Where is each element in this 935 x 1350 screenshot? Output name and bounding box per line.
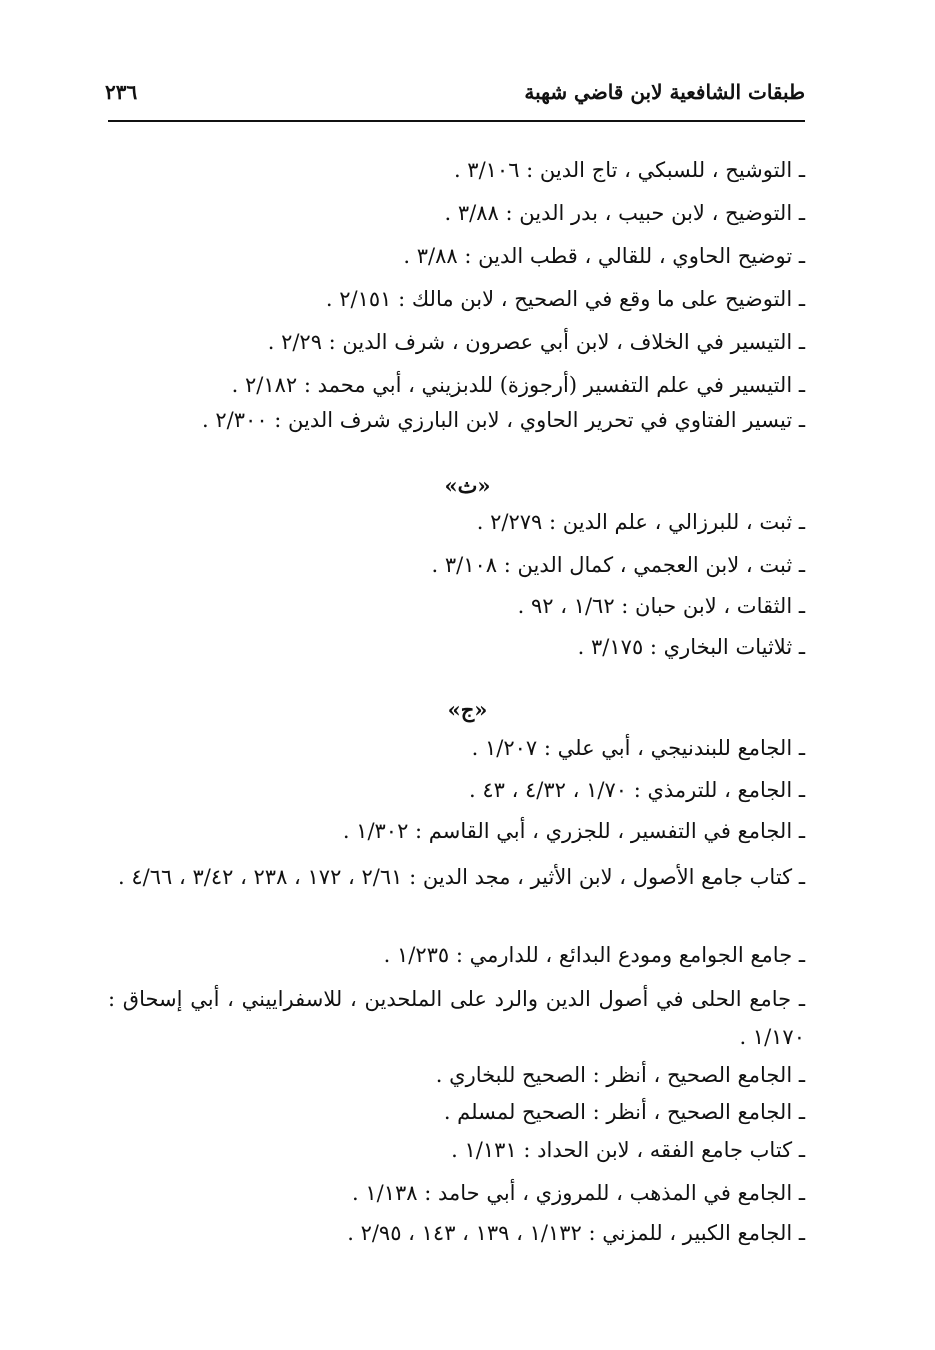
index-entry: ـ كتاب جامع الأصول ، لابن الأثير ، مجد الدين : ٢/٦١ ، ١٧٢ ، ٢٣٨ ، ٣/٤٢ ، ٤/٦٦ . xyxy=(118,865,805,889)
index-entry: ـ التوضيح على ما وقع في الصحيح ، لابن مالك : ٢/١٥١ . xyxy=(325,287,805,311)
section-heading-jim: «ج» xyxy=(447,697,488,722)
index-entry: ـ التوضيح ، لابن حبيب ، بدر الدين : ٣/٨٨ . xyxy=(444,201,805,225)
index-entry: ـ جامع الحلى في أصول الدين والرد على الملحدين ، للاسفراييني ، أبي إسحاق : ١/١٧٠ . xyxy=(108,987,805,1049)
running-title: طبقات الشافعية لابن قاضي شهبة xyxy=(524,80,805,104)
index-entry: ـ كتاب جامع الفقه ، لابن الحداد : ١/١٣١ . xyxy=(451,1138,805,1162)
index-entry: ـ جامع الجوامع ومودع البدائع ، للدارمي : ١/٢٣٥ . xyxy=(383,943,805,967)
index-entry: ـ الجامع الصحيح ، أنظر : الصحيح لمسلم . xyxy=(443,1100,805,1124)
index-entry: ـ تيسير الفتاوي في تحرير الحاوي ، لابن البارزي شرف الدين : ٢/٣٠٠ . xyxy=(202,408,805,432)
index-entry: ـ التوشيح ، للسبكي ، تاج الدين : ٣/١٠٦ . xyxy=(453,158,805,182)
index-entry: ـ الجامع للبندنيجي ، أبي علي : ١/٢٠٧ . xyxy=(471,736,805,760)
index-entry: ـ الثقات ، لابن حبان : ١/٦٢ ، ٩٢ . xyxy=(517,594,805,618)
header-rule xyxy=(108,120,805,122)
index-entry: ـ الجامع الصحيح ، أنظر : الصحيح للبخاري . xyxy=(435,1063,805,1087)
index-entry: ـ التيسير في علم التفسير (أرجوزة) للدبزيني ، أبي محمد : ٢/١٨٢ . xyxy=(231,373,805,397)
index-entry: ـ توضيح الحاوي ، للقالي ، قطب الدين : ٣/٨٨ . xyxy=(403,244,805,268)
index-entry: ـ الجامع في التفسير ، للجزري ، أبي القاسم : ١/٣٠٢ . xyxy=(342,819,805,843)
index-entry: ـ التيسير في الخلاف ، لابن أبي عصرون ، شرف الدين : ٢/٢٩ . xyxy=(267,330,805,354)
index-entry: ـ الجامع الكبير ، للمزني : ١/١٣٢ ، ١٣٩ ، ١٤٣ ، ٢/٩٥ . xyxy=(347,1221,805,1245)
section-heading-tha: «ث» xyxy=(444,473,491,498)
index-entry: ـ ثلاثيات البخاري : ٣/١٧٥ . xyxy=(577,635,805,659)
index-entry: ـ ثبت ، للبرزالي ، علم الدين : ٢/٢٧٩ . xyxy=(476,510,805,534)
index-entry: ـ الجامع في المذهب ، للمروزي ، أبي حامد : ١/١٣٨ . xyxy=(352,1181,805,1205)
page-header xyxy=(105,72,805,112)
page-number: ٢٣٦ xyxy=(105,80,138,104)
index-entry: ـ الجامع ، للترمذي : ١/٧٠ ، ٤/٣٢ ، ٤٣ . xyxy=(468,778,805,802)
index-entry: ـ ثبت ، لابن العجمي ، كمال الدين : ٣/١٠٨ . xyxy=(431,553,805,577)
